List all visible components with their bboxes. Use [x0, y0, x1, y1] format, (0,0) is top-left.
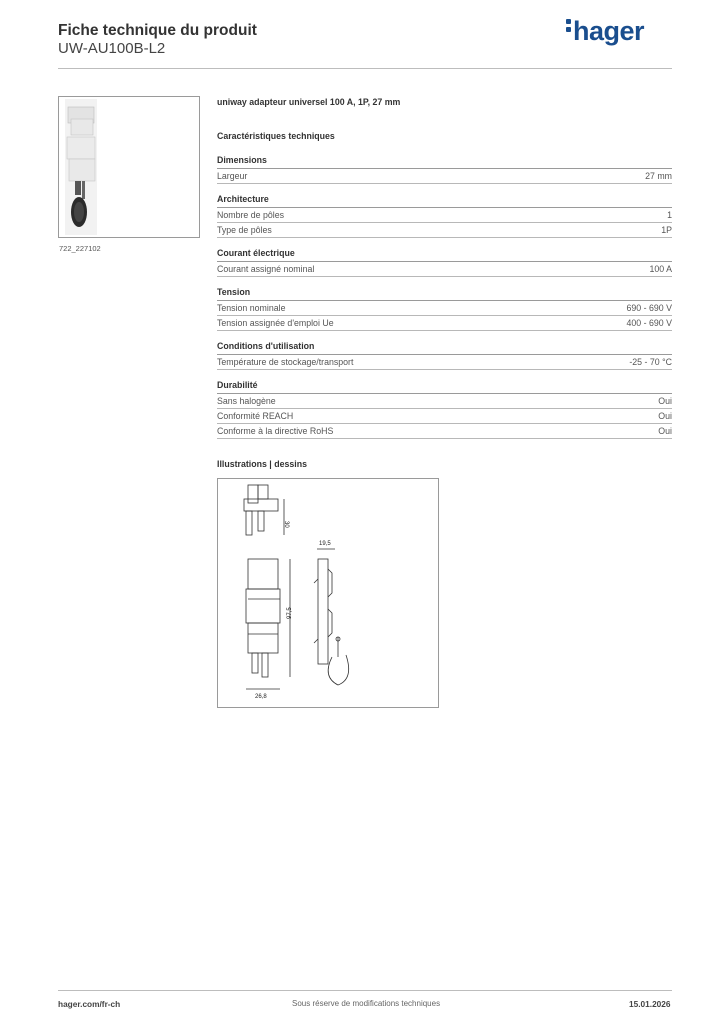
product-name: uniway adapteur universel 100 A, 1P, 27 mm: [217, 97, 401, 107]
section-title: Courant électrique: [217, 247, 672, 262]
spec-row: [217, 208, 672, 223]
section-title: Durabilité: [217, 379, 672, 394]
spec-value: 27 mm: [645, 171, 672, 181]
illustrations-heading: Illustrations | dessins: [217, 459, 307, 469]
spec-row: [217, 316, 672, 331]
spec-label: Conforme à la directive RoHS: [217, 426, 334, 436]
technical-drawing: [217, 478, 439, 708]
spec-value: 690 - 690 V: [626, 303, 672, 313]
dim-width-side: 19,5: [319, 541, 331, 547]
spec-value: 100 A: [649, 264, 672, 274]
spec-value: -25 - 70 °C: [629, 357, 672, 367]
spec-label: Nombre de pôles: [217, 210, 284, 220]
spec-value: Oui: [658, 396, 672, 406]
section-title: Tension: [217, 286, 672, 301]
spec-row: [217, 409, 672, 424]
spec-value: 1P: [661, 225, 672, 235]
dim-width-bottom: 26,8: [255, 694, 267, 700]
spec-row: [217, 262, 672, 277]
dim-height-top: 30: [283, 521, 289, 528]
spec-row: [217, 355, 672, 370]
spec-row: [217, 223, 672, 238]
spec-row: [217, 424, 672, 439]
section-dimensions: [217, 154, 672, 184]
section-architecture: [217, 193, 672, 238]
logo-text: hager: [573, 16, 645, 46]
spec-label: Courant assigné nominal: [217, 264, 315, 274]
spec-label: Température de stockage/transport: [217, 357, 354, 367]
product-photo: [58, 96, 200, 238]
section-title: Dimensions: [217, 154, 672, 169]
section-title: Conditions d'utilisation: [217, 340, 672, 355]
section-current: [217, 247, 672, 277]
hager-logo: [566, 16, 644, 47]
section-durability: [217, 379, 672, 439]
spec-label: Sans halogène: [217, 396, 276, 406]
specs-table: [217, 154, 672, 448]
photo-caption: 722_227102: [59, 244, 101, 253]
dim-height-main: 97,5: [287, 607, 293, 619]
spec-label: Conformité REACH: [217, 411, 294, 421]
logo-dots-icon: [566, 19, 571, 35]
spec-label: Largeur: [217, 171, 248, 181]
spec-row: [217, 301, 672, 316]
section-voltage: [217, 286, 672, 331]
spec-value: Oui: [658, 411, 672, 421]
footer-divider: [58, 990, 672, 991]
specs-heading: Caractéristiques techniques: [217, 131, 335, 141]
footer-date: 15.01.2026: [629, 999, 671, 1009]
spec-row: [217, 394, 672, 409]
page-title: Fiche technique du produit: [58, 22, 257, 39]
spec-label: Type de pôles: [217, 225, 272, 235]
header-divider: [58, 68, 672, 69]
spec-value: 1: [667, 210, 672, 220]
section-title: Architecture: [217, 193, 672, 208]
spec-label: Tension nominale: [217, 303, 286, 313]
product-reference: UW-AU100B-L2: [58, 40, 166, 57]
footer-notice: Sous réserve de modifications techniques: [292, 999, 441, 1008]
spec-row: [217, 169, 672, 184]
spec-value: Oui: [658, 426, 672, 436]
spec-label: Tension assignée d'emploi Ue: [217, 318, 334, 328]
section-conditions: [217, 340, 672, 370]
footer-website-link[interactable]: hager.com/fr-ch: [58, 999, 121, 1009]
spec-value: 400 - 690 V: [626, 318, 672, 328]
